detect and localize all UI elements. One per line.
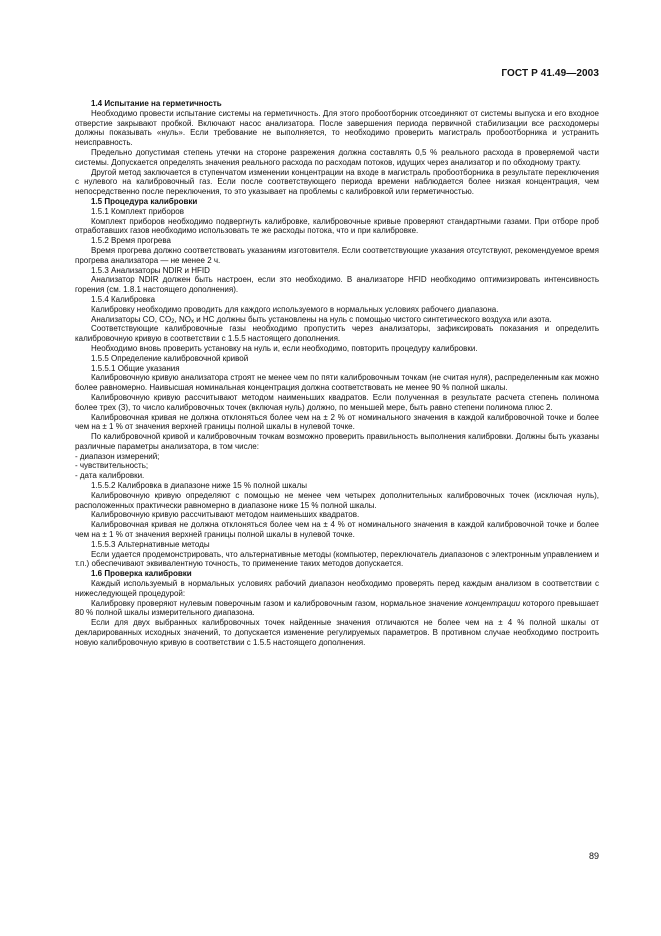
paragraph: Соответствующие калибровочные газы необходимо пропустить через анализаторы, зафиксировать показания и определить калибровочную кривую в соответствии с 1.5.5 настоящего дополнения. <box>75 324 599 344</box>
paragraph: Предельно допустимая степень утечки на стороне разрежения должна составлять 0,5 % реального расхода в проверяемой части системы. Допускается определять значения реального расхода по расходам потоков, идущих через анализатор и по обходному тракту. <box>75 147 599 167</box>
section-heading: 1.4 Испытание на герметичность <box>91 99 222 108</box>
subsection-heading: 1.5.5 Определение калибровочной кривой <box>91 353 249 363</box>
paragraph: Время прогрева должно соответствовать указаниям изготовителя. Если соответствующие указания отсутствуют, рекомендуемое время прогрева анализатора — не менее 2 ч. <box>75 245 599 265</box>
subscript: 2 <box>171 318 175 325</box>
page-number: 89 <box>588 851 599 861</box>
text-run: и HC должны быть установлены на нуль с помощью чистого синтетического воздуха или азота. <box>193 314 552 324</box>
paragraph: Калибровочная кривая не должна отклоняться более чем на ± 4 % от номинального значения в каждой калибровочной точке и более чем на ± 1 % от значения верхней границы полной шкалы в нулевой точке. <box>75 520 599 540</box>
paragraph: Каждый используемый в нормальных условиях рабочий диапазон необходимо проверять перед каждым анализом в соответствии с нижеследующей процедурой: <box>75 579 599 598</box>
paragraph: Необходимо провести испытание системы на герметичность. Для этого пробоотборник отсоединяют от системы выпуска и его входное отверстие закрывают пробкой. Включают насос анализатора. После завершения периода первичной стабилизации все расходомеры должны показывать «нуль». Если требование не выполняется, то необходимо проверить магистраль пробоотборника и устранить неисправность. <box>75 108 599 148</box>
list-item: - диапазон измерений; <box>75 451 160 461</box>
document-body <box>75 99 599 648</box>
paragraph: Необходимо вновь проверить установку на нуль и, если необходимо, повторить процедуру калибровки. <box>91 343 478 353</box>
subsection-heading: 1.5.5.1 Общие указания <box>91 363 180 373</box>
subscript: x <box>190 318 194 325</box>
paragraph: Калибровочную кривую рассчитывают методом наименьших квадратов. <box>91 510 360 520</box>
italic-term: концентрации <box>465 598 521 608</box>
section-heading: 1.5 Процедура калибровки <box>91 196 198 206</box>
text-run: Анализаторы CO, CO <box>91 314 172 324</box>
list-item: - чувствительность; <box>75 461 149 471</box>
paragraph: Калибровочную кривую рассчитывают методом наименьших квадратов. Если полученная в результате расчета степень полинома более трех (3), то число калибровочных точек (включая нуль) должно, по меньшей мере, быть равно степени полинома плюс 2. <box>75 392 599 412</box>
paragraph: Калибровочная кривая не должна отклоняться более чем на ± 2 % от номинального значения в каждой калибровочной точке и более чем на ± 1 % от значения верхней границы полной шкалы в нулевой точке. <box>75 412 599 432</box>
subsection-heading: 1.5.3 Анализаторы NDIR и HFID <box>91 265 210 275</box>
text-run: которого превышает 80 % полной шкалы измерительного диапазона. <box>75 598 599 618</box>
subsection-heading: 1.5.2 Время прогрева <box>91 236 171 246</box>
paragraph: Анализатор NDIR должен быть настроен, если это необходимо. В анализаторе HFID необходимо оптимизировать интенсивность горения (см. 1.8.1 настоящего дополнения). <box>75 275 599 295</box>
subsection-heading: 1.5.5.3 Альтернативные методы <box>91 539 210 549</box>
paragraph: Калибровку необходимо проводить для каждого используемого в нормальных условиях рабочего диапазона. <box>91 304 499 314</box>
paragraph: Если для двух выбранных калибровочных точек найденные значения отличаются не более чем на ± 4 % полной шкалы от декларированных исходных значений, то допускается изменение регулируемых параметров. В противном случае необходимо построить новую калибровочную кривую в соответствии с 1.5.5 настоящего дополнения. <box>75 618 599 647</box>
paragraph: Комплект приборов необходимо подвергнуть калибровке, калибровочные кривые проверяют стандартными газами. При отборе проб отработавших газов необходимо использовать те же расходы потока, что и при калибровке. <box>75 216 599 236</box>
paragraph: Калибровочную кривую определяют с помощью не менее чем четырех дополнительных калибровочных точек (исключая нуль), расположенных практически равномерно в диапазоне ниже 15 % полной шкалы. <box>75 490 599 510</box>
paragraph <box>75 599 599 619</box>
list-item: - дата калибровки. <box>75 471 145 481</box>
subsection-heading: 1.5.5.2 Калибровка в диапазоне ниже 15 % полной шкалы <box>91 481 308 491</box>
paragraph: Калибровочную кривую анализатора строят не менее чем по пяти калибровочным точкам (не считая нуля), распределенным как можно более равномерно. Наивысшая номинальная концентрация должна соответствовать не менее 90 % полной шкалы. <box>75 373 599 393</box>
section-heading: 1.6 Проверка калибровки <box>91 569 192 579</box>
paragraph: По калибровочной кривой и калибровочным точкам возможно проверить правильность выполнения калибровки. Должны быть указаны различные параметры анализатора, в том числе: <box>75 432 599 451</box>
document-standard-id: ГОСТ Р 41.49—2003 <box>501 68 599 79</box>
paragraph <box>75 315 599 325</box>
subsection-heading: 1.5.1 Комплект приборов <box>91 206 184 216</box>
text-run: , NO <box>174 314 191 324</box>
paragraph: Если удается продемонстрировать, что альтернативные методы (компьютер, переключатель диапазонов с электронным управлением и т.п.) обеспечивают эквивалентную точность, то применение таких методов допускается. <box>75 549 599 569</box>
text-run: Калибровку проверяют нулевым поверочным газом и калибровочным газом, нормальное значение <box>91 598 466 608</box>
subsection-heading: 1.5.4 Калибровка <box>91 294 156 304</box>
paragraph: Другой метод заключается в ступенчатом изменении концентрации на входе в магистраль пробоотборника в результате переключения с нулевого на калибровочный газ. Если после соответствующего периода времени наблюдается более низкая концентрация, чем непосредственно после переключения, то это указывает на проблемы с калибровкой или герметичностью. <box>75 167 599 197</box>
